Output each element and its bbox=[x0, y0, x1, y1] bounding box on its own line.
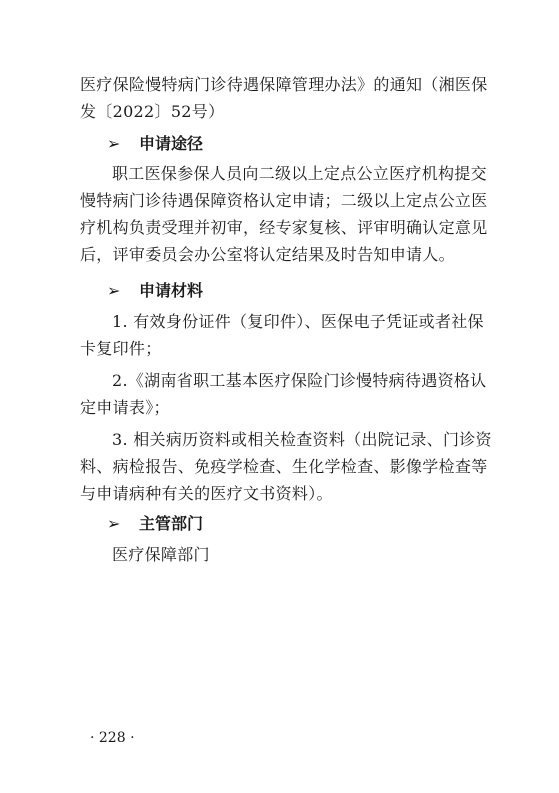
section-heading-competent-department bbox=[107, 514, 203, 534]
intro-line-2: 发〔2022〕52号） bbox=[80, 102, 225, 121]
intro-line-1: 医疗保险慢特病门诊待遇保障管理办法》的通知（湘医保 bbox=[80, 75, 488, 94]
paragraph-line: 与申请病种有关的医疗文书资料）。 bbox=[80, 484, 333, 503]
section-heading-application-route bbox=[107, 134, 203, 154]
page-number: · 228 · bbox=[90, 730, 135, 746]
paragraph-line: 职工医保参保人员向二级以上定点公立医疗机构提交 bbox=[112, 164, 487, 183]
paragraph-line: 2.《湖南省职工基本医疗保险门诊慢特病待遇资格认 bbox=[112, 371, 487, 390]
paragraph-line: 卡复印件； bbox=[80, 339, 162, 358]
paragraph-line: 3. 相关病历资料或相关检查资料（出院记录、门诊资 bbox=[112, 430, 492, 449]
paragraph-line: 疗机构负责受理并初审，经专家复核、评审明确认定意见 bbox=[80, 218, 488, 237]
paragraph-line: 1. 有效身份证件（复印件）、医保电子凭证或者社保 bbox=[112, 312, 484, 331]
paragraph-line: 医疗保障部门 bbox=[112, 545, 210, 564]
section-title: 申请材料 bbox=[139, 281, 204, 300]
section-title: 主管部门 bbox=[139, 514, 204, 533]
section-title: 申请途径 bbox=[139, 134, 204, 153]
paragraph-line: 料、病检报告、免疫学检查、生化学检查、影像学检查等 bbox=[80, 457, 488, 476]
arrow-bullet-icon: ➢ bbox=[107, 514, 121, 533]
paragraph-line: 慢特病门诊待遇保障资格认定申请；二级以上定点公立医 bbox=[80, 191, 488, 210]
section-heading-application-materials bbox=[107, 281, 203, 301]
paragraph-line: 定申请表》； bbox=[80, 398, 170, 417]
paragraph-line: 后，评审委员会办公室将认定结果及时告知申请人。 bbox=[80, 245, 455, 264]
arrow-bullet-icon: ➢ bbox=[107, 281, 121, 300]
arrow-bullet-icon: ➢ bbox=[107, 134, 121, 153]
